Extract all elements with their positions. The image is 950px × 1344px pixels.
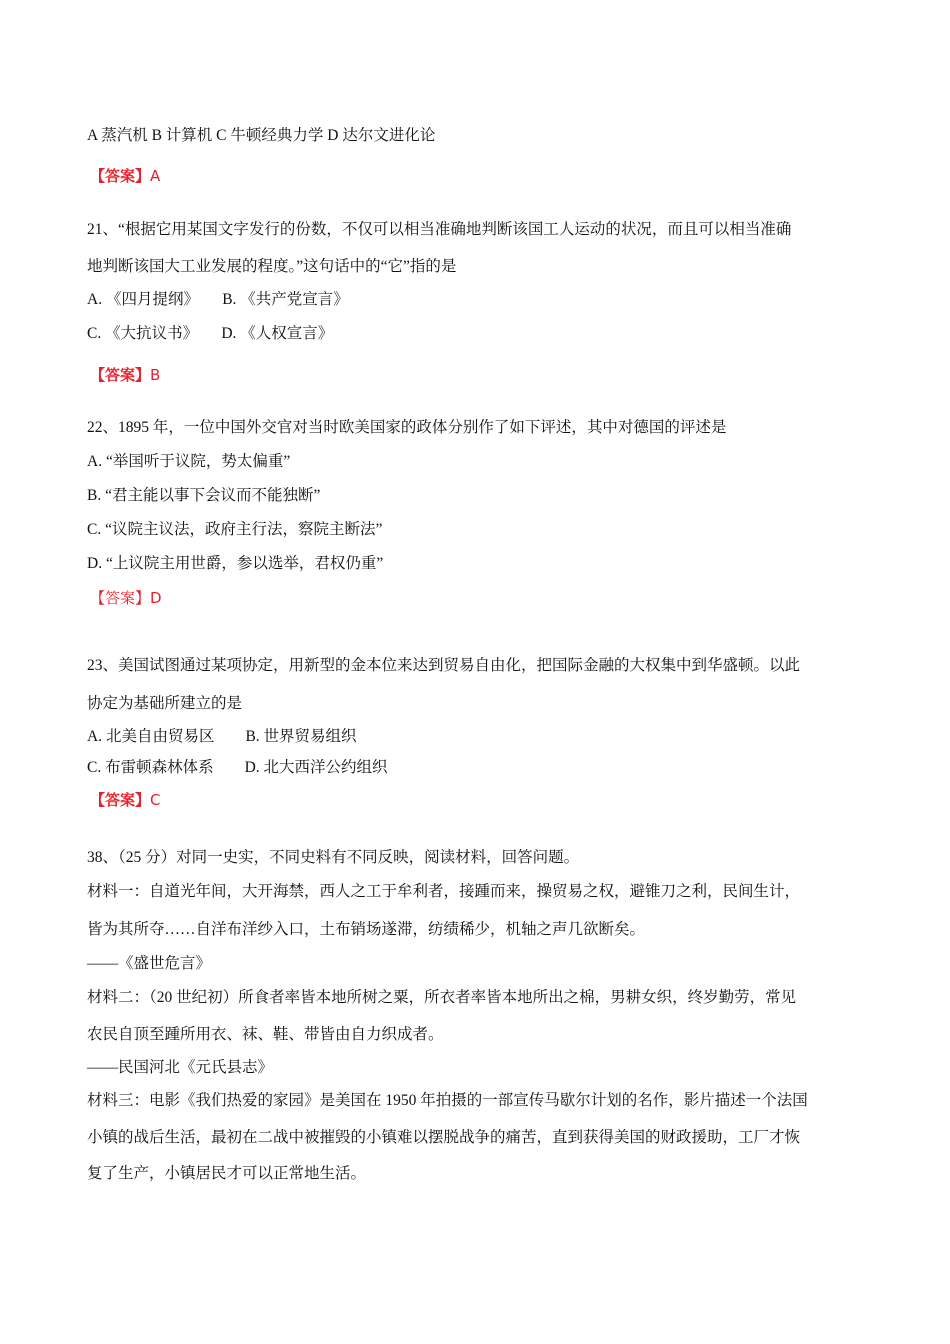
q22-stem: 22、1895 年，一位中国外交官对当时欧美国家的政体分别作了如下评述，其中对德国的评述是: [87, 419, 727, 436]
q21-options-ab: A. 《四月提纲》 B. 《共产党宣言》: [87, 291, 349, 308]
q23-answer: [90, 790, 161, 810]
q38-material-2-line-2: 农民自顶至踵所用衣、袜、鞋、带皆由自力织成者。: [87, 1026, 444, 1043]
q21-answer: [90, 365, 160, 385]
q22-option-c: C. “议院主议法，政府主行法，察院主断法”: [87, 521, 383, 538]
q22-option-d: D. “上议院主用世爵，参以选举，君权仍重”: [87, 555, 384, 572]
answer-value: B: [150, 366, 161, 384]
q23-options-cd: C. 布雷顿森林体系 D. 北大西洋公约组织: [87, 759, 388, 776]
q21-stem-line-1: 21、“根据它用某国文字发行的份数，不仅可以相当准确地判断该国工人运动的状况，而且可以相当准确: [87, 221, 792, 238]
q38-stem: 38、（25 分）对同一史实，不同史料有不同反映，阅读材料，回答问题。: [87, 849, 580, 866]
q22-option-b: B. “君主能以事下会议而不能独断”: [87, 487, 321, 504]
q22-option-a: A. “举国听于议院，势太偏重”: [87, 453, 291, 470]
q38-material-1-source: ——《盛世危言》: [87, 955, 212, 972]
q20-answer: [90, 166, 160, 186]
q20-options: A 蒸汽机 B 计算机 C 牛顿经典力学 D 达尔文进化论: [87, 127, 436, 144]
q23-stem-line-2: 协定为基础所建立的是: [87, 695, 243, 712]
answer-label: 【答案】: [90, 791, 151, 809]
answer-value: C: [150, 791, 161, 809]
q38-material-2-source: ——民国河北《元氏县志》: [87, 1059, 274, 1076]
q21-options-cd: C. 《大抗议书》 D. 《人权宣言》: [87, 325, 334, 342]
q38-material-1-line-1: 材料一：自道光年间，大开海禁，西人之工于牟利者，接踵而来，操贸易之权，避锥刀之利，民间生计，: [87, 883, 801, 900]
q21-stem-line-2: 地判断该国大工业发展的程度。”这句话中的“它”指的是: [87, 258, 457, 275]
answer-value: D: [150, 589, 162, 607]
answer-value: A: [150, 167, 161, 185]
q38-material-2-line-1: 材料二：（20 世纪初）所食者率皆本地所树之粟，所衣者率皆本地所出之棉，男耕女织，终岁勤劳，常见: [87, 989, 797, 1006]
answer-label: 【答案】: [90, 366, 151, 384]
q38-material-1-line-2: 皆为其所夺……自洋布洋纱入口，土布销场遂滞，纺绩稀少，机轴之声几欲断矣。: [87, 921, 646, 938]
q23-stem-line-1: 23、美国试图通过某项协定，用新型的金本位来达到贸易自由化，把国际金融的大权集中到华盛顿。以此: [87, 657, 801, 674]
q23-options-ab: A. 北美自由贸易区 B. 世界贸易组织: [87, 728, 357, 745]
q22-answer: [90, 588, 162, 608]
q38-material-3-line-1: 材料三：电影《我们热爱的家园》是美国在 1950 年拍摄的一部宣传马歇尔计划的名作，影片描述一个法国: [87, 1092, 808, 1109]
q38-material-3-line-3: 复了生产，小镇居民才可以正常地生活。: [87, 1165, 367, 1182]
answer-label: 【答案】: [90, 167, 151, 185]
answer-label: 【答案】: [90, 589, 151, 607]
q38-material-3-line-2: 小镇的战后生活，最初在二战中被摧毁的小镇难以摆脱战争的痛苦，直到获得美国的财政援助，工厂才恢: [87, 1129, 801, 1146]
